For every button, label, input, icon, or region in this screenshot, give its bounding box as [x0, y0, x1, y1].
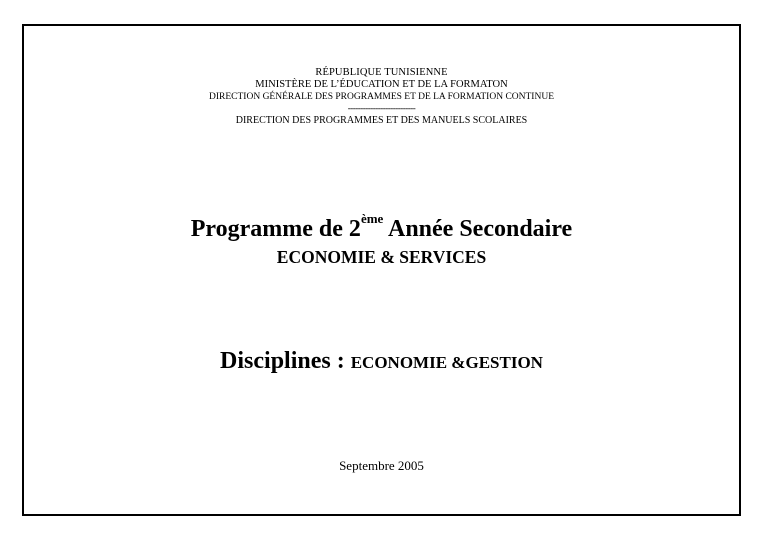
publication-date: Septembre 2005: [339, 458, 424, 473]
disciplines-value: ECONOMIE &GESTION: [350, 353, 543, 372]
header-general-direction: DIRECTION GÉNÉRALE DES PROGRAMMES ET DE LA FORMATION CONTINUE: [209, 92, 554, 102]
disciplines-label: Disciplines :: [220, 348, 351, 374]
title-superscript: ème: [360, 211, 384, 226]
header-separator: ---------------------------: [347, 103, 416, 113]
disciplines-line: [24, 348, 739, 375]
header-republic: RÉPUBLIQUE TUNISIENNE: [315, 67, 448, 78]
page-title: [24, 211, 739, 243]
title-suffix: Année Secondaire: [383, 216, 573, 242]
page-border: [22, 24, 741, 516]
title-prefix: Programme de 2: [190, 216, 361, 242]
header-programs-direction: DIRECTION DES PROGRAMMES ET DES MANUELS SCOLAIRES: [235, 115, 528, 126]
header-ministry: MINISTÈRE DE L’ÉDUCATION ET DE LA FORMATON: [255, 79, 508, 90]
page-subtitle: ECONOMIE & SERVICES: [276, 247, 487, 267]
